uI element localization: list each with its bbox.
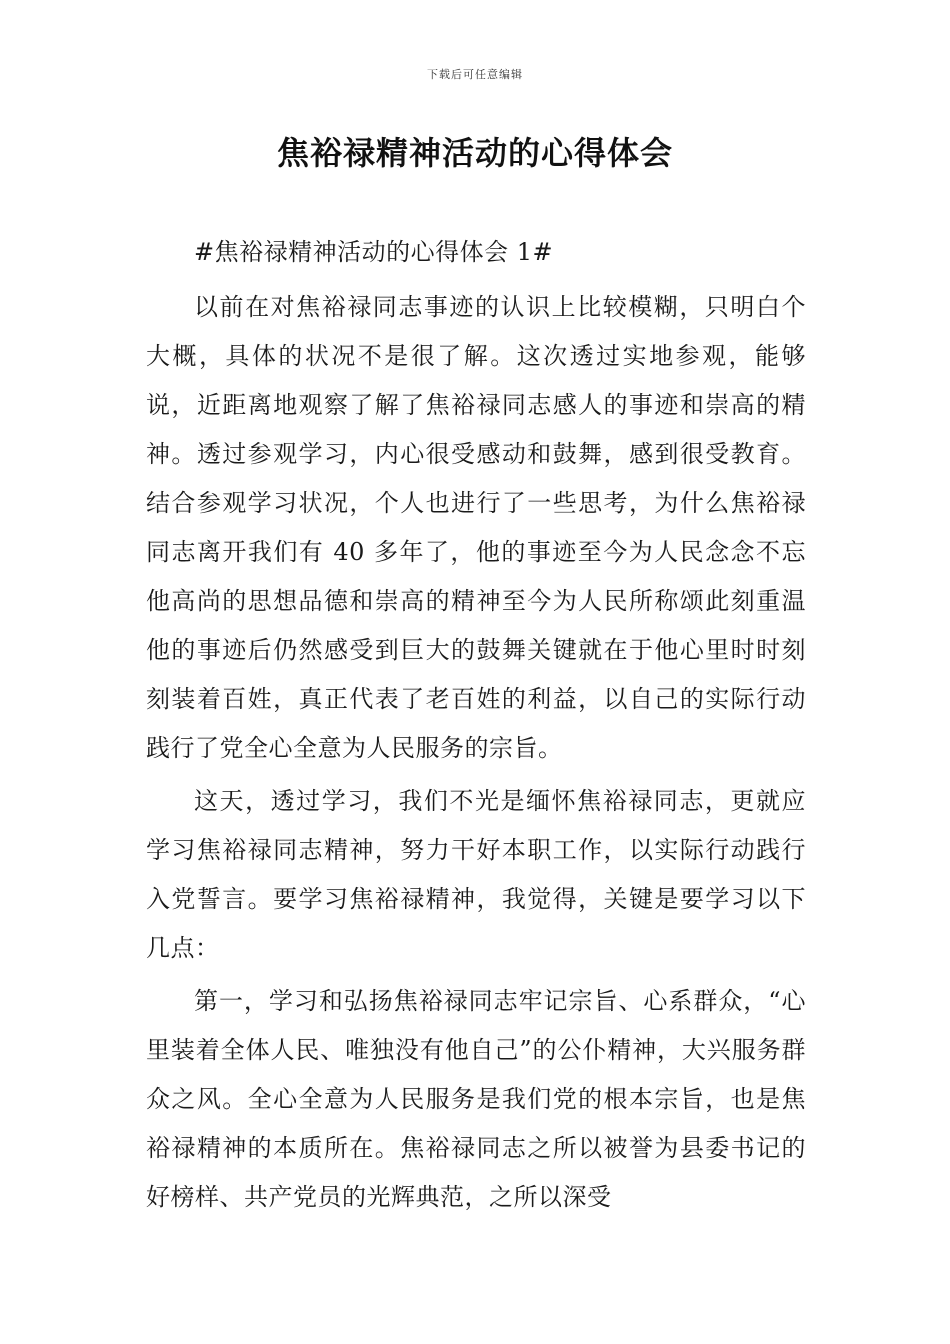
paragraph-1: 以前在对焦裕禄同志事迹的认识上比较模糊，只明白个大概，具体的状况不是很了解。这次透过实地参观，能够说，近距离地观察了解了焦裕禄同志感人的事迹和崇高的精神。透过参观学习，内心很受感动和鼓舞，感到很受教育。结合参观学习状况，个人也进行了一些思考，为什么焦裕禄同志离开我们有 40 多年了，他的事迹至今为人民念念不忘他高尚的思想品德和崇高的精神至今为人民所称颂此刻重温他的事迹后仍然感受到巨大的鼓舞关键就在于他心里时时刻刻装着百姓，真正代表了老百姓的利益，以自己的实际行动践行了党全心全意为人民服务的宗旨。 [146,293,806,762]
header-note: 下载后可任意编辑 [427,68,523,81]
document-body [146,228,806,1226]
section-subheading: #焦裕禄精神活动的心得体会 1# [194,238,554,266]
paragraph-2: 这天，透过学习，我们不光是缅怀焦裕禄同志，更就应学习焦裕禄同志精神，努力干好本职工作，以实际行动践行入党誓言。要学习焦裕禄精神，我觉得，关键是要学习以下几点： [146,787,806,962]
paragraph-3: 第一，学习和弘扬焦裕禄同志牢记宗旨、心系群众，“心里装着全体人民、唯独没有他自己”的公仆精神，大兴服务群众之风。全心全意为人民服务是我们党的根本宗旨，也是焦裕禄精神的本质所在。焦裕禄同志之所以被誉为县委书记的好榜样、共产党员的光辉典范，之所以深受 [146,987,806,1211]
document-title: 焦裕禄精神活动的心得体会 [276,134,673,172]
